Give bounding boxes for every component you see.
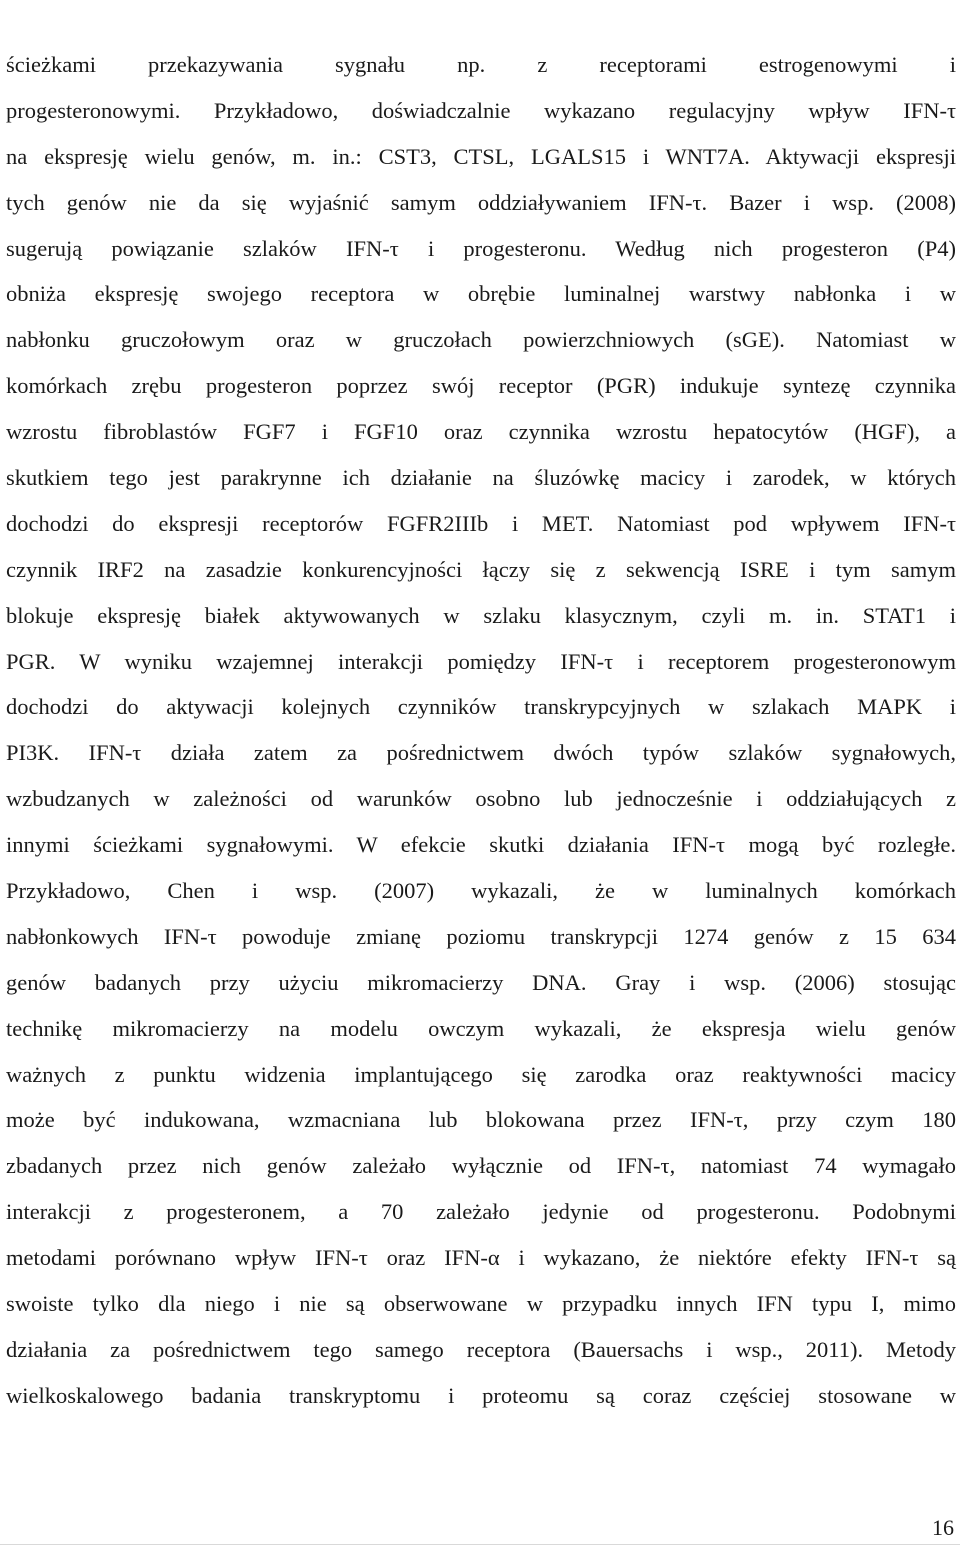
text-line: tych genów nie da się wyjaśnić samym oddziaływaniem IFN-τ. Bazer i wsp. (2008) — [6, 189, 956, 215]
page-number: 16 — [932, 1515, 954, 1540]
text-line: obniża ekspresję swojego receptora w obrębie luminalnej warstwy nabłonka i w — [6, 281, 956, 307]
body-text — [6, 42, 956, 1419]
footer-divider — [0, 1544, 960, 1545]
text-line: skutkiem tego jest parakrynne ich działanie na śluzówkę macicy i zarodek, w których — [6, 465, 956, 491]
text-line: genów badanych przy użyciu mikromacierzy DNA. Gray i wsp. (2006) stosując — [6, 969, 956, 995]
text-line: technikę mikromacierzy na modelu owczym wykazali, że ekspresja wielu genów — [6, 1015, 956, 1041]
text-line: działania za pośrednictwem tego samego receptora (Bauersachs i wsp., 2011). Metody — [6, 1336, 956, 1362]
text-line: nabłonkowych IFN-τ powoduje zmianę poziomu transkrypcji 1274 genów z 15 634 — [6, 923, 956, 949]
text-line: interakcji z progesteronem, a 70 zależało jedynie od progesteronu. Podobnymi — [6, 1199, 956, 1225]
text-line: może być indukowana, wzmacniana lub blokowana przez IFN-τ, przy czym 180 — [6, 1107, 956, 1133]
page-footer — [0, 1500, 960, 1548]
text-line: dochodzi do aktywacji kolejnych czynników transkrypcyjnych w szlakach MAPK i — [6, 694, 956, 720]
text-line: ważnych z punktu widzenia implantującego się zarodka oraz reaktywności macicy — [6, 1061, 956, 1087]
text-line: metodami porównano wpływ IFN-τ oraz IFN-α i wykazano, że niektóre efekty IFN-τ są — [6, 1245, 956, 1271]
text-line: zbadanych przez nich genów zależało wyłącznie od IFN-τ, natomiast 74 wymagało — [6, 1153, 956, 1179]
text-line: wielkoskalowego badania transkryptomu i proteomu są coraz częściej stosowane w — [6, 1382, 956, 1408]
text-line: wzbudzanych w zależności od warunków osobno lub jednocześnie i oddziałujących z — [6, 786, 956, 812]
text-line: czynnik IRF2 na zasadzie konkurencyjności łączy się z sekwencją ISRE i tym samym — [6, 556, 956, 582]
text-line: ścieżkami przekazywania sygnału np. z receptorami estrogenowymi i — [6, 52, 956, 77]
text-line: PGR. W wyniku wzajemnej interakcji pomiędzy IFN-τ i receptorem progesteronowym — [6, 648, 956, 674]
text-line: innymi ścieżkami sygnałowymi. W efekcie skutki działania IFN-τ mogą być rozległe. — [6, 832, 956, 858]
text-line: progesteronowymi. Przykładowo, doświadczalnie wykazano regulacyjny wpływ IFN-τ — [6, 97, 956, 123]
text-line: dochodzi do ekspresji receptorów FGFR2IIIb i MET. Natomiast pod wpływem IFN-τ — [6, 510, 956, 536]
text-line: swoiste tylko dla niego i nie są obserwowane w przypadku innych IFN typu I, mimo — [6, 1291, 956, 1317]
text-line: nabłonku gruczołowym oraz w gruczołach powierzchniowych (sGE). Natomiast w — [6, 327, 956, 353]
text-line: sugerują powiązanie szlaków IFN-τ i progesteronu. Według nich progesteron (P4) — [6, 235, 956, 261]
text-line: Przykładowo, Chen i wsp. (2007) wykazali, że w luminalnych komórkach — [6, 878, 956, 904]
text-line: komórkach zrębu progesteron poprzez swój receptor (PGR) indukuje syntezę czynnika — [6, 373, 956, 399]
text-line: PI3K. IFN-τ działa zatem za pośrednictwem dwóch typów szlaków sygnałowych, — [6, 740, 956, 766]
text-line: wzrostu fibroblastów FGF7 i FGF10 oraz czynnika wzrostu hepatocytów (HGF), a — [6, 419, 956, 445]
text-line: na ekspresję wielu genów, m. in.: CST3, CTSL, LGALS15 i WNT7A. Aktywacji ekspresji — [6, 143, 956, 169]
text-line: blokuje ekspresję białek aktywowanych w szlaku klasycznym, czyli m. in. STAT1 i — [6, 602, 956, 628]
